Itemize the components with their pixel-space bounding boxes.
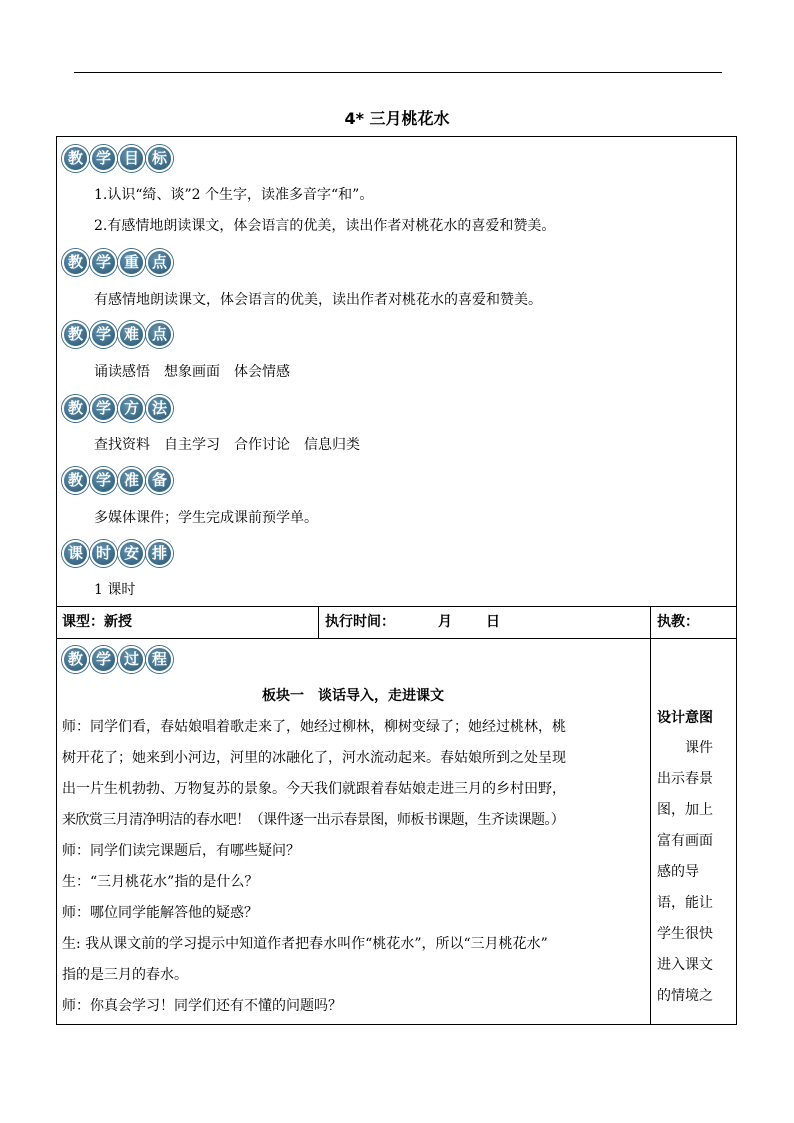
section-badge-schedule xyxy=(62,540,173,568)
badge-char: 程 xyxy=(146,646,173,673)
lesson-type: 课型：新授 xyxy=(62,614,132,630)
badge-char: 排 xyxy=(146,540,173,567)
badge-char: 教 xyxy=(62,395,89,422)
badge-char: 学 xyxy=(90,145,117,172)
badge-char: 法 xyxy=(146,395,173,422)
badge-char: 学 xyxy=(90,321,117,348)
key-point-text: 有感情地朗读课文，体会语言的优美，读出作者对桃花水的喜爱和赞美。 xyxy=(94,292,542,308)
section-badge-objectives xyxy=(62,145,173,173)
badge-char: 教 xyxy=(62,646,89,673)
section-badge-process xyxy=(62,646,173,674)
badge-char: 教 xyxy=(62,321,89,348)
badge-char: 难 xyxy=(118,321,145,348)
badge-char: 点 xyxy=(146,249,173,276)
badge-char: 课 xyxy=(62,540,89,567)
design-note-line: 语，能让 xyxy=(657,895,713,911)
badge-char: 备 xyxy=(146,467,173,494)
badge-char: 学 xyxy=(90,467,117,494)
row-divider xyxy=(56,638,737,639)
section-badge-difficulties xyxy=(62,321,173,349)
page-title: 4* 三月桃花水 xyxy=(344,109,450,128)
header-rule xyxy=(74,72,722,73)
schedule-text: 1 课时 xyxy=(94,582,136,598)
objective-2: 2.有感情地朗读课文，体会语言的优美，读出作者对桃花水的喜爱和赞美。 xyxy=(94,218,556,234)
dialogue-line: 出一片生机勃勃、万物复苏的景象。今天我们就跟着春姑娘走进三月的乡村田野， xyxy=(62,781,566,797)
block-title: 板块一 谈话导入，走进课文 xyxy=(262,688,444,704)
design-note-line: 的情境之 xyxy=(657,988,713,1004)
badge-char: 学 xyxy=(90,249,117,276)
design-note-line: 课件 xyxy=(657,740,713,756)
badge-char: 安 xyxy=(118,540,145,567)
section-badge-key-points xyxy=(62,249,173,277)
badge-char: 教 xyxy=(62,249,89,276)
preparation-text: 多媒体课件；学生完成课前预学单。 xyxy=(94,510,318,526)
dialogue-line: 生: 我从课文前的学习提示中知道作者把春水叫作“桃花水”，所以“三月桃花水” xyxy=(62,936,548,952)
col-divider xyxy=(318,606,319,638)
design-note-line: 感的导 xyxy=(657,864,699,880)
badge-char: 重 xyxy=(118,249,145,276)
design-note-line: 富有画面 xyxy=(657,833,713,849)
dialogue-line: 师：你真会学习！同学们还有不懂的问题吗？ xyxy=(62,998,342,1014)
method-text: 查找资料 自主学习 合作讨论 信息归类 xyxy=(94,437,360,453)
badge-char: 教 xyxy=(62,145,89,172)
design-intent-label: 设计意图 xyxy=(657,710,713,726)
dialogue-line: 生：“三月桃花水”指的是什么？ xyxy=(62,874,259,890)
badge-char: 准 xyxy=(118,467,145,494)
design-note-line: 出示春景 xyxy=(657,771,713,787)
objective-1: 1.认识“绮、谈”2 个生字，读准多音字“和”。 xyxy=(94,187,374,203)
badge-char: 标 xyxy=(146,145,173,172)
badge-char: 学 xyxy=(90,395,117,422)
execution-time-label: 执行时间： xyxy=(325,614,395,630)
dialogue-line: 来欣赏三月清净明洁的春水吧！（课件逐一出示春景图，师板书课题，生齐读课题。） xyxy=(62,812,565,828)
design-note-line: 学生很快 xyxy=(657,926,713,942)
badge-char: 时 xyxy=(90,540,117,567)
badge-char: 点 xyxy=(146,321,173,348)
design-note-line: 进入课文 xyxy=(657,957,713,973)
section-badge-methods xyxy=(62,395,173,423)
dialogue-line: 师：同学们读完课题后，有哪些疑问？ xyxy=(62,843,300,859)
badge-char: 目 xyxy=(118,145,145,172)
section-badge-preparation xyxy=(62,467,173,495)
dialogue-line: 师：哪位同学能解答他的疑惑？ xyxy=(62,905,258,921)
teacher-label: 执教： xyxy=(657,614,699,630)
design-note-line: 图，加上 xyxy=(657,802,713,818)
dialogue-line: 树开花了；她来到小河边，河里的冰融化了，河水流动起来。春姑娘所到之处呈现 xyxy=(62,750,566,766)
month-label: 月 xyxy=(438,614,452,630)
badge-char: 教 xyxy=(62,467,89,494)
row-divider xyxy=(56,606,737,607)
col-divider xyxy=(650,606,651,1025)
badge-char: 过 xyxy=(118,646,145,673)
dialogue-line: 师：同学们看，春姑娘唱着歌走来了，她经过柳林，柳树变绿了；她经过桃林，桃 xyxy=(62,719,566,735)
dialogue-line: 指的是三月的春水。 xyxy=(62,967,188,983)
day-label: 日 xyxy=(486,614,500,630)
difficulty-text: 诵读感悟 想象画面 体会情感 xyxy=(94,364,290,380)
badge-char: 方 xyxy=(118,395,145,422)
badge-char: 学 xyxy=(90,646,117,673)
